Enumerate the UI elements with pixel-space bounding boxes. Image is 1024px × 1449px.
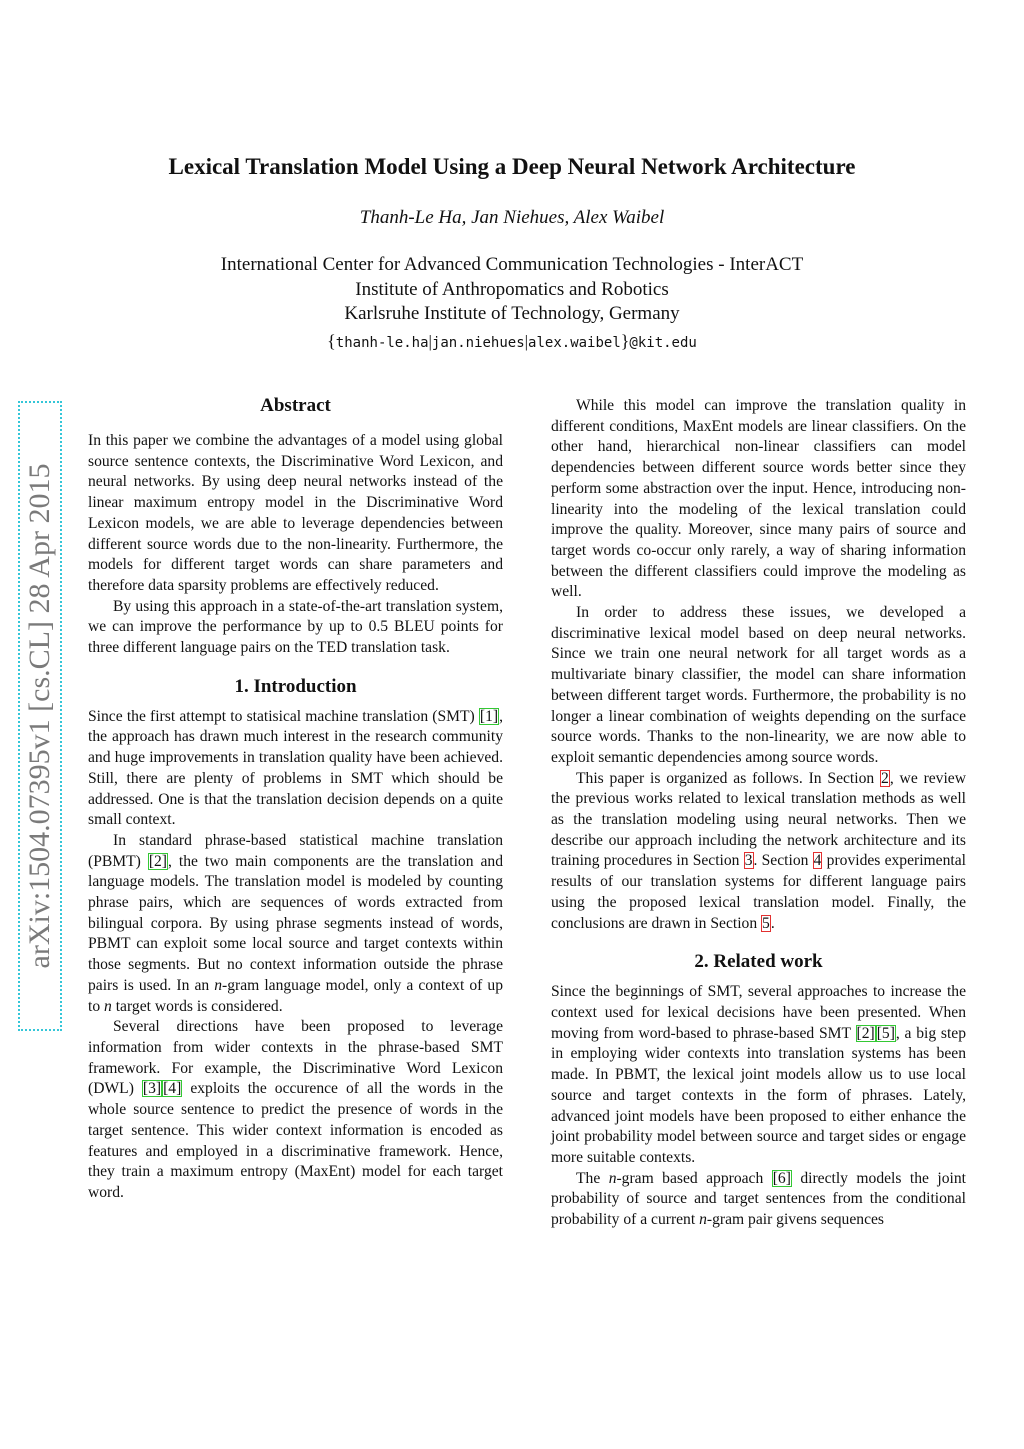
body-paragraph: While this model can improve the translation quality in different conditions, MaxEnt models are linear classifiers. On the other hand, hierarchical non-linear classifiers can model dependencies between different source words better since they perform some abstraction over the input. Hence, introducing non-linearity into the modeling of the lexical translation could improve the quality. Moreover, since many pairs of source and target words co-occur only rarely, a way of sharing information between the different classifiers could improve the modeling as well. xyxy=(551,397,966,601)
email-brace-open: { xyxy=(327,331,336,351)
affiliation-line: Karlsruhe Institute of Technology, Germany xyxy=(344,303,680,324)
citation-link[interactable]: [2] xyxy=(856,1024,875,1042)
text-run: . xyxy=(770,914,775,932)
math-variable: n xyxy=(608,1169,617,1187)
arxiv-identifier[interactable]: arXiv:1504.07395v1 [cs.CL] 28 Apr 2015 xyxy=(18,401,62,1031)
citation-link[interactable]: [2] xyxy=(148,852,167,870)
text-run: Several directions have been proposed to leverage information from wider contexts in the phrase-based SMT framework. For example, the Discriminative Word Lexicon (DWL) xyxy=(88,1018,503,1098)
section-link[interactable]: 5 xyxy=(762,914,770,932)
text-run: -gram based approach xyxy=(616,1169,772,1187)
right-column xyxy=(551,396,966,1231)
text-run: -gram language model, only a context of up to xyxy=(88,976,503,1015)
text-run: , we review the previous works related to lexical translation methods as well as the translation modeling using neural networks. Then we describe our approach including the network architecture and its training procedures in Section xyxy=(551,769,966,870)
text-run: -gram pair givens sequences xyxy=(706,1211,884,1229)
citation-link[interactable]: [4] xyxy=(163,1080,182,1098)
introduction-heading: 1. Introduction xyxy=(234,675,357,697)
text-run: In standard phrase-based statistical machine translation (PBMT) xyxy=(88,831,503,870)
text-run: exploits the occurence of all the words in the whole source sentence to predict the presence of words in the target sentence. This wider context information is encoded as features and employed in a discriminative framework. Hence, they train a maximum entropy (MaxEnt) model for each target word. xyxy=(88,1080,503,1201)
math-variable: n xyxy=(104,997,112,1015)
text-run: . Section xyxy=(753,852,813,870)
author-emails[interactable] xyxy=(0,330,1024,354)
related-work-heading: 2. Related work xyxy=(694,951,823,973)
text-run: Since the first attempt to statisical machine translation (SMT) xyxy=(88,707,479,725)
body-paragraph: In order to address these issues, we developed a discriminative lexical model based on deep neural networks. Since we train one neural network for all target words as a multivariate binary classifier, the model can share information between different target words. Furthermore, the probability is no longer a linear combination of weights depending on the surface source words. Thanks to the non-linearity, we are now able to exploit semantic dependencies among source words. xyxy=(551,604,966,766)
paper-authors: Thanh-Le Ha, Jan Niehues, Alex Waibel xyxy=(359,207,665,228)
citation-link[interactable]: [1] xyxy=(479,707,499,725)
intro-paragraph xyxy=(88,831,503,1017)
affiliation-line: Institute of Anthropomatics and Robotics xyxy=(355,278,669,300)
paper-title: Lexical Translation Model Using a Deep Neural Network Architecture xyxy=(168,154,856,179)
email-user: alex.waibel xyxy=(528,335,621,351)
intro-paragraph xyxy=(88,707,503,831)
math-variable: n xyxy=(214,976,223,994)
abstract-paragraph: In this paper we combine the advantages of a model using global source sentence contexts, the Discriminative Word Lexicon, and neural networks. By using deep neural networks instead of the linear maximum entropy model in the Discriminative Word Lexicon models, we are able to leverage dependencies between different source words due to the non-linearity. Furthermore, the models for different target words can share parameters and therefore data sparsity problems are effectively reduced. xyxy=(88,432,503,594)
section-link[interactable]: 4 xyxy=(813,852,822,870)
abstract-paragraph: By using this approach in a state-of-the-art translation system, we can improve the performance by up to 0.5 BLEU points for three different language pairs on the TED translation task. xyxy=(88,597,503,657)
text-run: This paper is organized as follows. In Section xyxy=(576,769,881,787)
affiliation-line: International Center for Advanced Communication Technologies - InterACT xyxy=(220,254,804,275)
section-link[interactable]: 2 xyxy=(881,769,889,787)
text-run: target words is considered. xyxy=(111,997,283,1015)
text-run: , the two main components are the translation and language models. The translation model is modeled by counting phrase pairs, which are sequences of words extracted from bilingual corpora. By using phrase segments instead of words, PBMT can exploit some local source and target contexts within those segments. But no context information outside the phrase pairs is used. In an xyxy=(88,852,503,994)
email-user: thanh-le.ha xyxy=(335,335,429,351)
citation-link[interactable]: [3] xyxy=(142,1080,162,1098)
left-column xyxy=(88,392,503,1204)
text-run: , a big step in employing wider contexts into translation systems has been made. In PBMT, the lexical joint models allow us to use local source and target contexts in the form of phrases. Lately, advanced joint models have been proposed to either enhance the joint probability model between source and target sides or engage more suitable contexts. xyxy=(551,1024,967,1166)
intro-paragraph xyxy=(88,1017,503,1203)
email-domain: @kit.edu xyxy=(629,335,697,351)
abstract-heading: Abstract xyxy=(260,395,331,416)
related-paragraph xyxy=(551,982,966,1168)
email-brace-close: } xyxy=(620,331,630,351)
section-link[interactable]: 3 xyxy=(744,852,753,870)
citation-link[interactable]: [5] xyxy=(876,1024,895,1042)
text-run: , the approach has drawn much interest in the research community and huge improvements in translation quality have been achieved. Still, there are plenty of problems in SMT which should be addressed. One is that the translation decision depends on a quite small context. xyxy=(88,707,503,829)
email-separator: | xyxy=(428,332,432,351)
related-paragraph xyxy=(551,1169,966,1231)
body-paragraph xyxy=(551,769,966,935)
text-run: directly models the joint probability of source and target sentences from the conditional probability of a current xyxy=(551,1169,966,1229)
text-run: The xyxy=(576,1169,609,1187)
citation-link[interactable]: [6] xyxy=(772,1169,791,1187)
text-run: Since the beginnings of SMT, several approaches to increase the context used for lexical decisions have been presented. When moving from word-based to phrase-based SMT xyxy=(551,983,966,1042)
affiliations xyxy=(0,253,1024,327)
email-separator: | xyxy=(524,332,529,351)
math-variable: n xyxy=(699,1211,707,1229)
email-user: jan.niehues xyxy=(431,335,525,351)
text-run: provides experimental results of our translation systems for different language pairs using the proposed lexical translation model. Finally, the conclusions are drawn in Section xyxy=(551,852,966,932)
